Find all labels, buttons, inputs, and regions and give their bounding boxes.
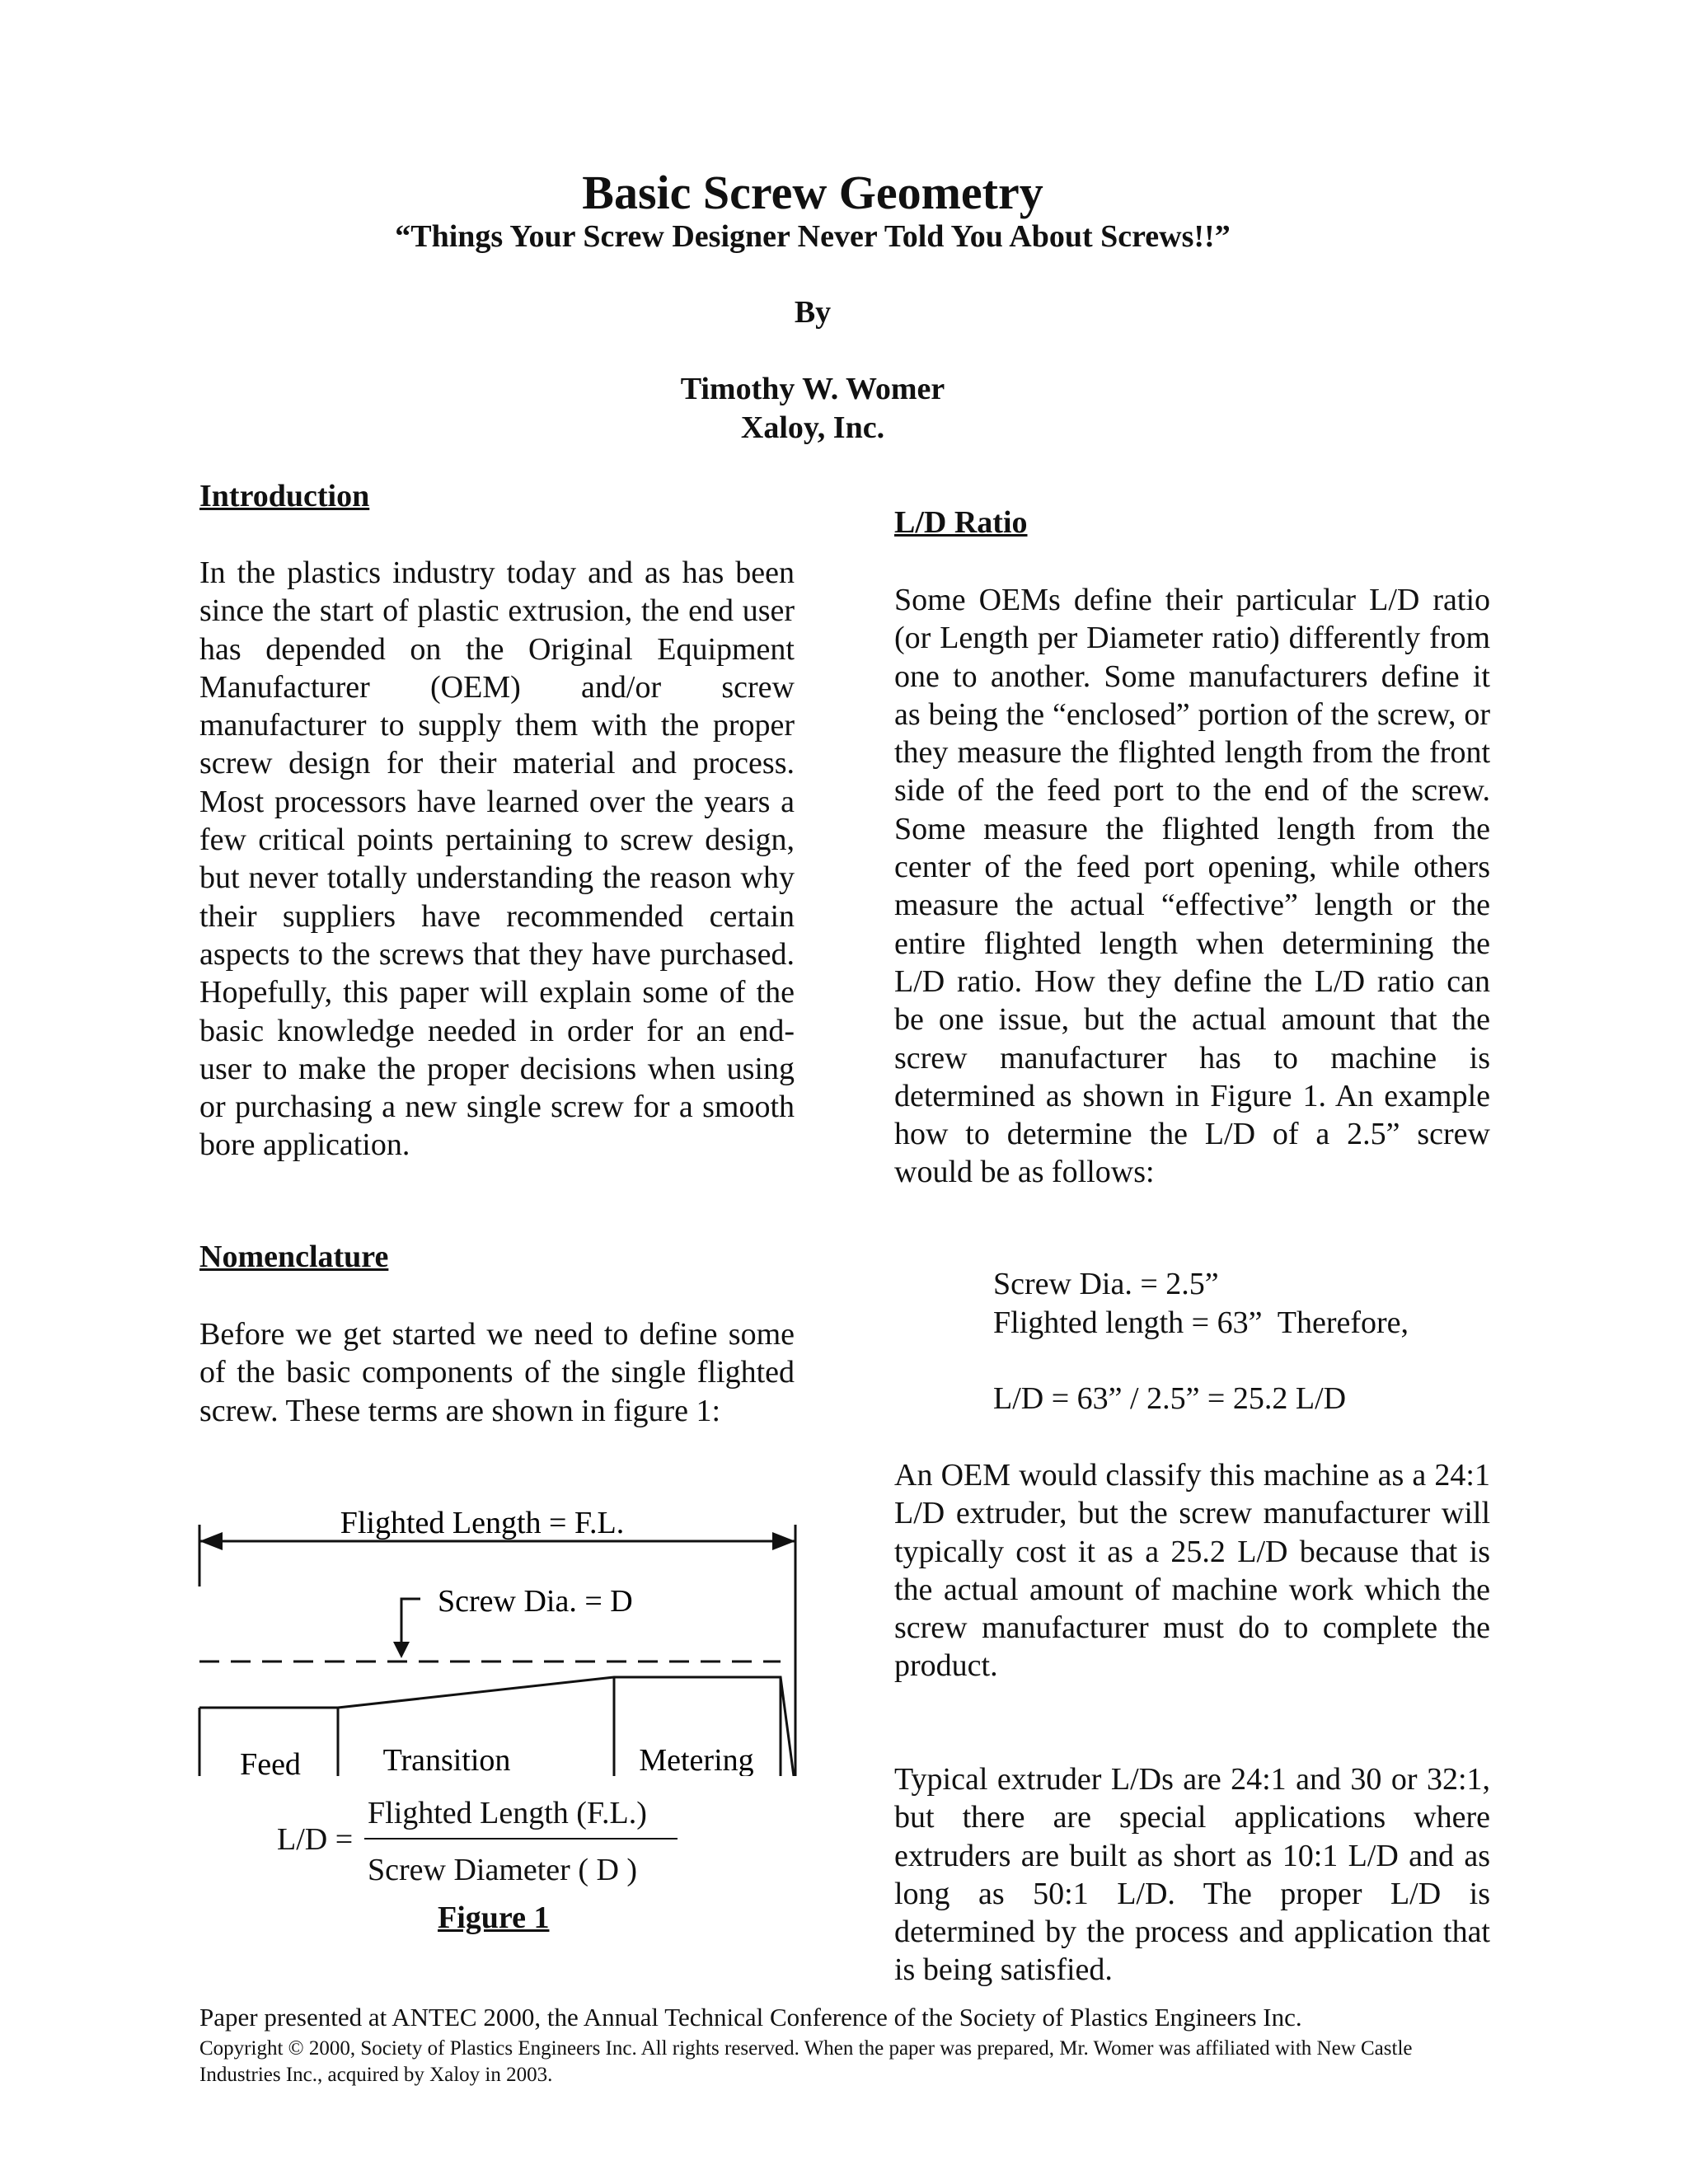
paper-subtitle: “Things Your Screw Designer Never Told You About Screws!!” — [395, 219, 1231, 254]
feed-section-label: Feed — [240, 1747, 301, 1776]
screw-dia-label: Screw Dia. = D — [438, 1584, 633, 1619]
right-arrowhead — [772, 1532, 795, 1550]
copyright-note: Copyright © 2000, Society of Plastics Engineers Inc. All rights reserved. When the paper was prepared, Mr. Womer was affiliated with New Castle Industries Inc., acquired by Xaloy in 2003. — [199, 2037, 1413, 2086]
typical-ld-paragraph: Typical extruder L/Ds are 24:1 and 30 or 32:1, but there are special applications where extruders are built as short as 10:1 L/D and as long as 50:1 L/D. The proper L/D is determined by the process and application that is being satisfied. — [894, 1762, 1490, 1988]
ld-formula-numerator: Flighted Length (F.L.) — [368, 1796, 647, 1830]
ld-formula-prefix: L/D = — [277, 1822, 354, 1857]
metering-section-label: Metering — [639, 1743, 754, 1776]
byline: By — [794, 295, 832, 330]
transition-section-label: Transition — [382, 1743, 511, 1776]
screw-geometry-figure — [194, 1492, 804, 1776]
flighted-length-label: Flighted Length = F.L. — [340, 1506, 625, 1540]
fraction-bar — [364, 1838, 678, 1840]
left-arrowhead — [199, 1532, 223, 1550]
introduction-heading: Introduction — [199, 479, 370, 513]
author-name: Timothy W. Womer — [680, 372, 945, 406]
nomenclature-paragraph: Before we get started we need to define some of the basic components of the single flighted screw. These terms are shown in figure 1: — [199, 1317, 795, 1428]
introduction-paragraph: In the plastics industry today and as has been since the start of plastic extrusion, the end user has depended on the Original Equipment Manufacturer (OEM) and/or screw manufacturer to supply them with the proper screw design for their material and process. Most processors have learned over the years a few critical points pertaining to screw design, but never totally understanding the reason why their suppliers have recommended certain aspects to the screws that they have purchased. Hopefully, this paper will explain some of the basic knowledge needed in order for an end-user to make the proper decisions when using or purchasing a new single screw for a smooth bore application. — [199, 555, 795, 1163]
figure-caption: Figure 1 — [438, 1900, 550, 1935]
example-flighted-length: Flighted length = 63” Therefore, — [993, 1305, 1409, 1340]
nomenclature-heading: Nomenclature — [199, 1240, 389, 1274]
author-affiliation: Xaloy, Inc. — [740, 410, 885, 445]
paper-title: Basic Screw Geometry — [582, 166, 1043, 219]
ld-formula-denominator: Screw Diameter ( D ) — [368, 1853, 638, 1887]
example-ld-calculation: L/D = 63” / 2.5” = 25.2 L/D — [993, 1381, 1347, 1416]
ld-ratio-paragraph: Some OEMs define their particular L/D ratio (or Length per Diameter ratio) differently from one to another. Some manufacturers define it as being the “enclosed” portion of the screw, or they measure the flighted length from the front side of the feed port to the end of the screw. Some measure the flighted length from the center of the feed port opening, while others measure the actual “effective” length or the entire flighted length when determining the L/D ratio. How they define the L/D ratio can be one issue, but the actual amount that the screw manufacturer has to machine is determined as shown in Figure 1. An example how to determine the L/D of a 2.5” screw would be as follows: — [894, 583, 1490, 1190]
ld-ratio-heading: L/D Ratio — [894, 505, 1028, 540]
oem-classification-paragraph: An OEM would classify this machine as a 24:1 L/D extruder, but the screw manufacturer will typically cost it as a 25.2 L/D because that is the actual amount of machine work which the screw manufacturer must do to complete the product. — [894, 1458, 1490, 1684]
example-screw-dia: Screw Dia. = 2.5” — [993, 1267, 1219, 1301]
conference-note: Paper presented at ANTEC 2000, the Annual Technical Conference of the Society of Plastics Engineers Inc. — [199, 2003, 1302, 2032]
